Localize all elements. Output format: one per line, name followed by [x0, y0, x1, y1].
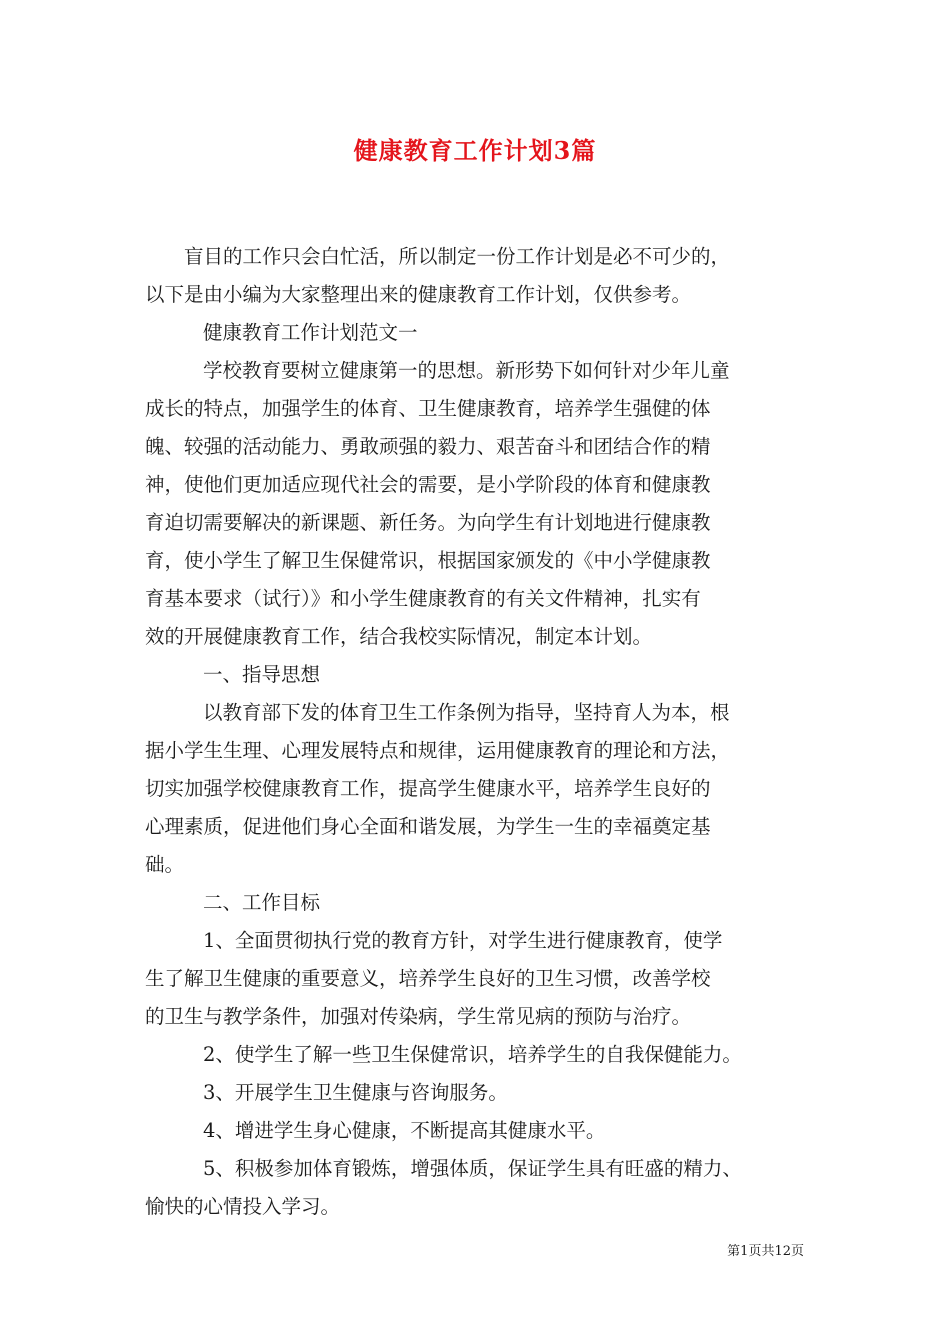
- text-line: 魄、较强的活动能力、勇敢顽强的毅力、艰苦奋斗和团结合作的精: [145, 435, 711, 458]
- page-number: 第1页共12页: [727, 1244, 804, 1259]
- text-line: 育基本要求（试行）》和小学生健康教育的有关文件精神，扎实有: [145, 587, 701, 610]
- text-line: 愉快的心情投入学习。: [145, 1195, 341, 1218]
- text-line: 学校教育要树立健康第一的思想。新形势下如何针对少年儿童: [203, 359, 730, 382]
- text-line: 础。: [145, 853, 185, 876]
- section-subtitle: 健康教育工作计划范文一: [203, 321, 418, 344]
- text-line: 生了解卫生健康的重要意义，培养学生良好的卫生习惯，改善学校: [145, 967, 711, 990]
- text-line: 2、使学生了解一些卫生保健常识，培养学生的自我保健能力。: [203, 1043, 742, 1066]
- text-line: 育，使小学生了解卫生保健常识，根据国家颁发的《中小学健康教: [145, 549, 711, 572]
- section-heading: 二、工作目标: [203, 891, 321, 914]
- text-line: 效的开展健康教育工作，结合我校实际情况，制定本计划。: [145, 625, 653, 648]
- text-line: 的卫生与教学条件，加强对传染病，学生常见病的预防与治疗。: [145, 1005, 692, 1028]
- text-line: 以教育部下发的体育卫生工作条例为指导，坚持育人为本，根: [203, 701, 730, 724]
- text-line: 切实加强学校健康教育工作，提高学生健康水平，培养学生良好的: [145, 777, 711, 800]
- text-line: 据小学生生理、心理发展特点和规律，运用健康教育的理论和方法，: [145, 739, 731, 762]
- text-line: 神，使他们更加适应现代社会的需要，是小学阶段的体育和健康教: [145, 473, 711, 496]
- text-line: 5、积极参加体育锻炼，增强体质，保证学生具有旺盛的精力、: [203, 1157, 742, 1180]
- text-line: 盲目的工作只会白忙活，所以制定一份工作计划是必不可少的，: [184, 245, 731, 268]
- text-line: 4、增进学生身心健康，不断提高其健康水平。: [203, 1119, 606, 1142]
- text-line: 3、开展学生卫生健康与咨询服务。: [203, 1081, 508, 1104]
- text-line: 育迫切需要解决的新课题、新任务。为向学生有计划地进行健康教: [145, 511, 711, 534]
- document-title: 健康教育工作计划3篇: [353, 136, 597, 165]
- text-line: 心理素质，促进他们身心全面和谐发展，为学生一生的幸福奠定基: [145, 815, 711, 838]
- text-line: 成长的特点，加强学生的体育、卫生健康教育，培养学生强健的体: [145, 397, 711, 420]
- text-line: 1、全面贯彻执行党的教育方针，对学生进行健康教育，使学: [203, 929, 723, 952]
- section-heading: 一、指导思想: [203, 663, 321, 686]
- text-line: 以下是由小编为大家整理出来的健康教育工作计划，仅供参考。: [145, 283, 692, 306]
